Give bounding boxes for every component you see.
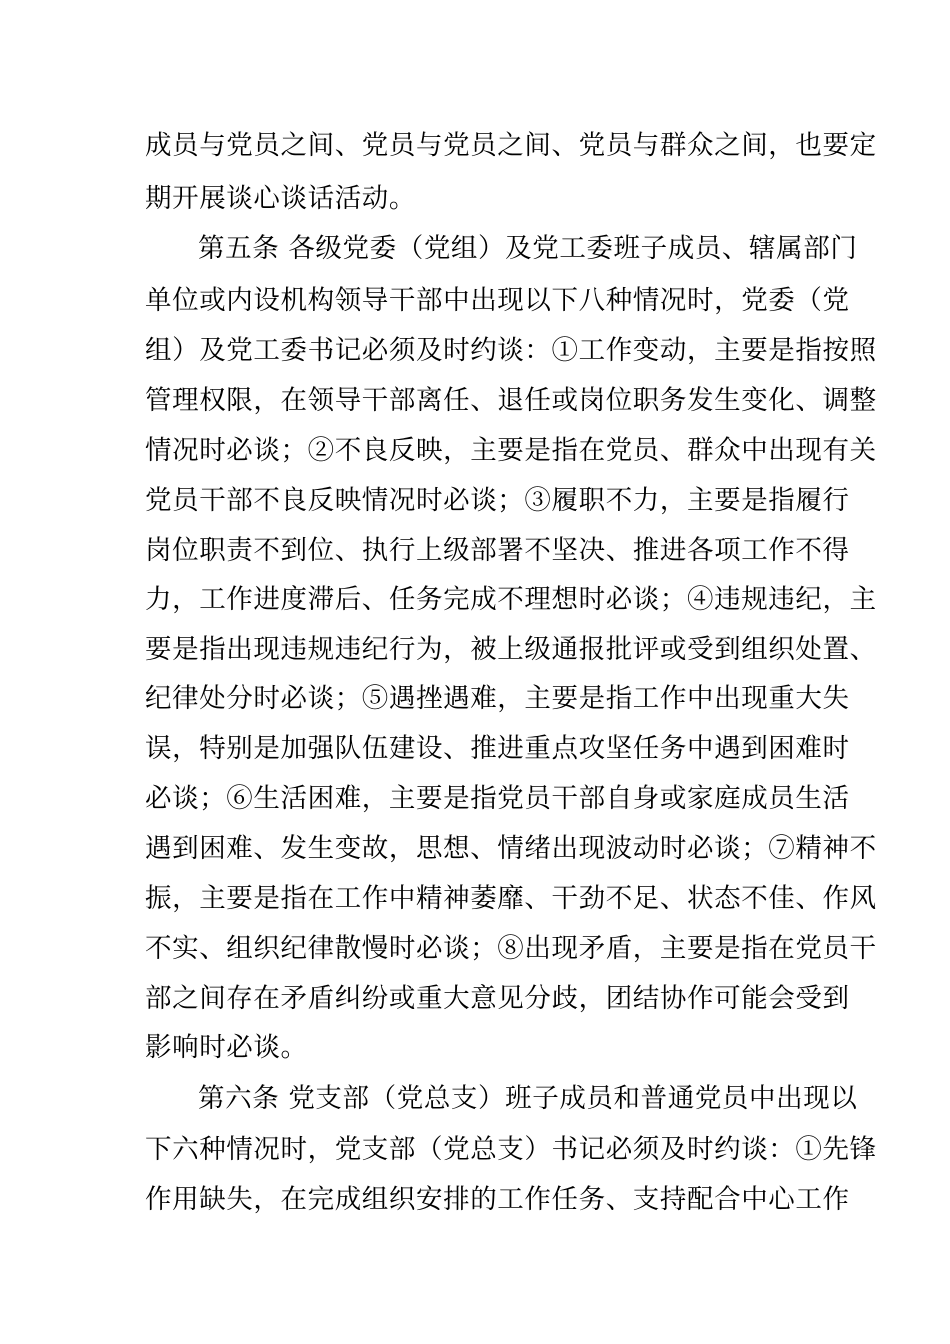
- text-line: 成员与党员之间、党员与党员之间、党员与群众之间，也要定: [145, 130, 877, 161]
- text-line: 误，特别是加强队伍建设、推进重点攻坚任务中遇到困难时: [145, 733, 850, 764]
- text-line: 单位或内设机构领导干部中出现以下八种情况时，党委（党: [145, 285, 850, 316]
- text-line: 管理权限，在领导干部离任、退任或岗位职务发生变化、调整: [145, 385, 877, 416]
- text-line: 纪律处分时必谈；⑤遇挫遇难，主要是指工作中出现重大失: [145, 683, 850, 714]
- text-line: 遇到困难、发生变故，思想、情绪出现波动时必谈；⑦精神不: [145, 833, 877, 864]
- text-line: 组）及党工委书记必须及时约谈：①工作变动，主要是指按照: [145, 335, 877, 366]
- text-line: 必谈；⑥生活困难，主要是指党员干部自身或家庭成员生活: [145, 783, 850, 814]
- text-line: 情况时必谈；②不良反映，主要是指在党员、群众中出现有关: [145, 435, 877, 466]
- text-line: 岗位职责不到位、执行上级部署不坚决、推进各项工作不得: [145, 535, 850, 566]
- text-line: 影响时必谈。: [145, 1032, 308, 1063]
- text-line: 作用缺失，在完成组织安排的工作任务、支持配合中心工作: [145, 1184, 850, 1215]
- text-line: 要是指出现违规违纪行为，被上级通报批评或受到组织处置、: [145, 634, 877, 665]
- text-line: 部之间存在矛盾纠纷或重大意见分歧，团结协作可能会受到: [145, 983, 850, 1014]
- text-line: 振，主要是指在工作中精神萎靡、干劲不足、状态不佳、作风: [145, 883, 877, 914]
- text-line: 第五条 各级党委（党组）及党工委班子成员、辖属部门: [198, 233, 858, 264]
- text-line: 力，工作进度滞后、任务完成不理想时必谈；④违规违纪，主: [145, 584, 877, 615]
- text-line: 下六种情况时，党支部（党总支）书记必须及时约谈：①先锋: [145, 1134, 877, 1165]
- text-line: 第六条 党支部（党总支）班子成员和普通党员中出现以: [198, 1083, 858, 1114]
- text-line: 期开展谈心谈话活动。: [145, 183, 416, 214]
- text-line: 党员干部不良反映情况时必谈；③履职不力，主要是指履行: [145, 485, 850, 516]
- text-line: 不实、组织纪律散慢时必谈；⑧出现矛盾，主要是指在党员干: [145, 933, 877, 964]
